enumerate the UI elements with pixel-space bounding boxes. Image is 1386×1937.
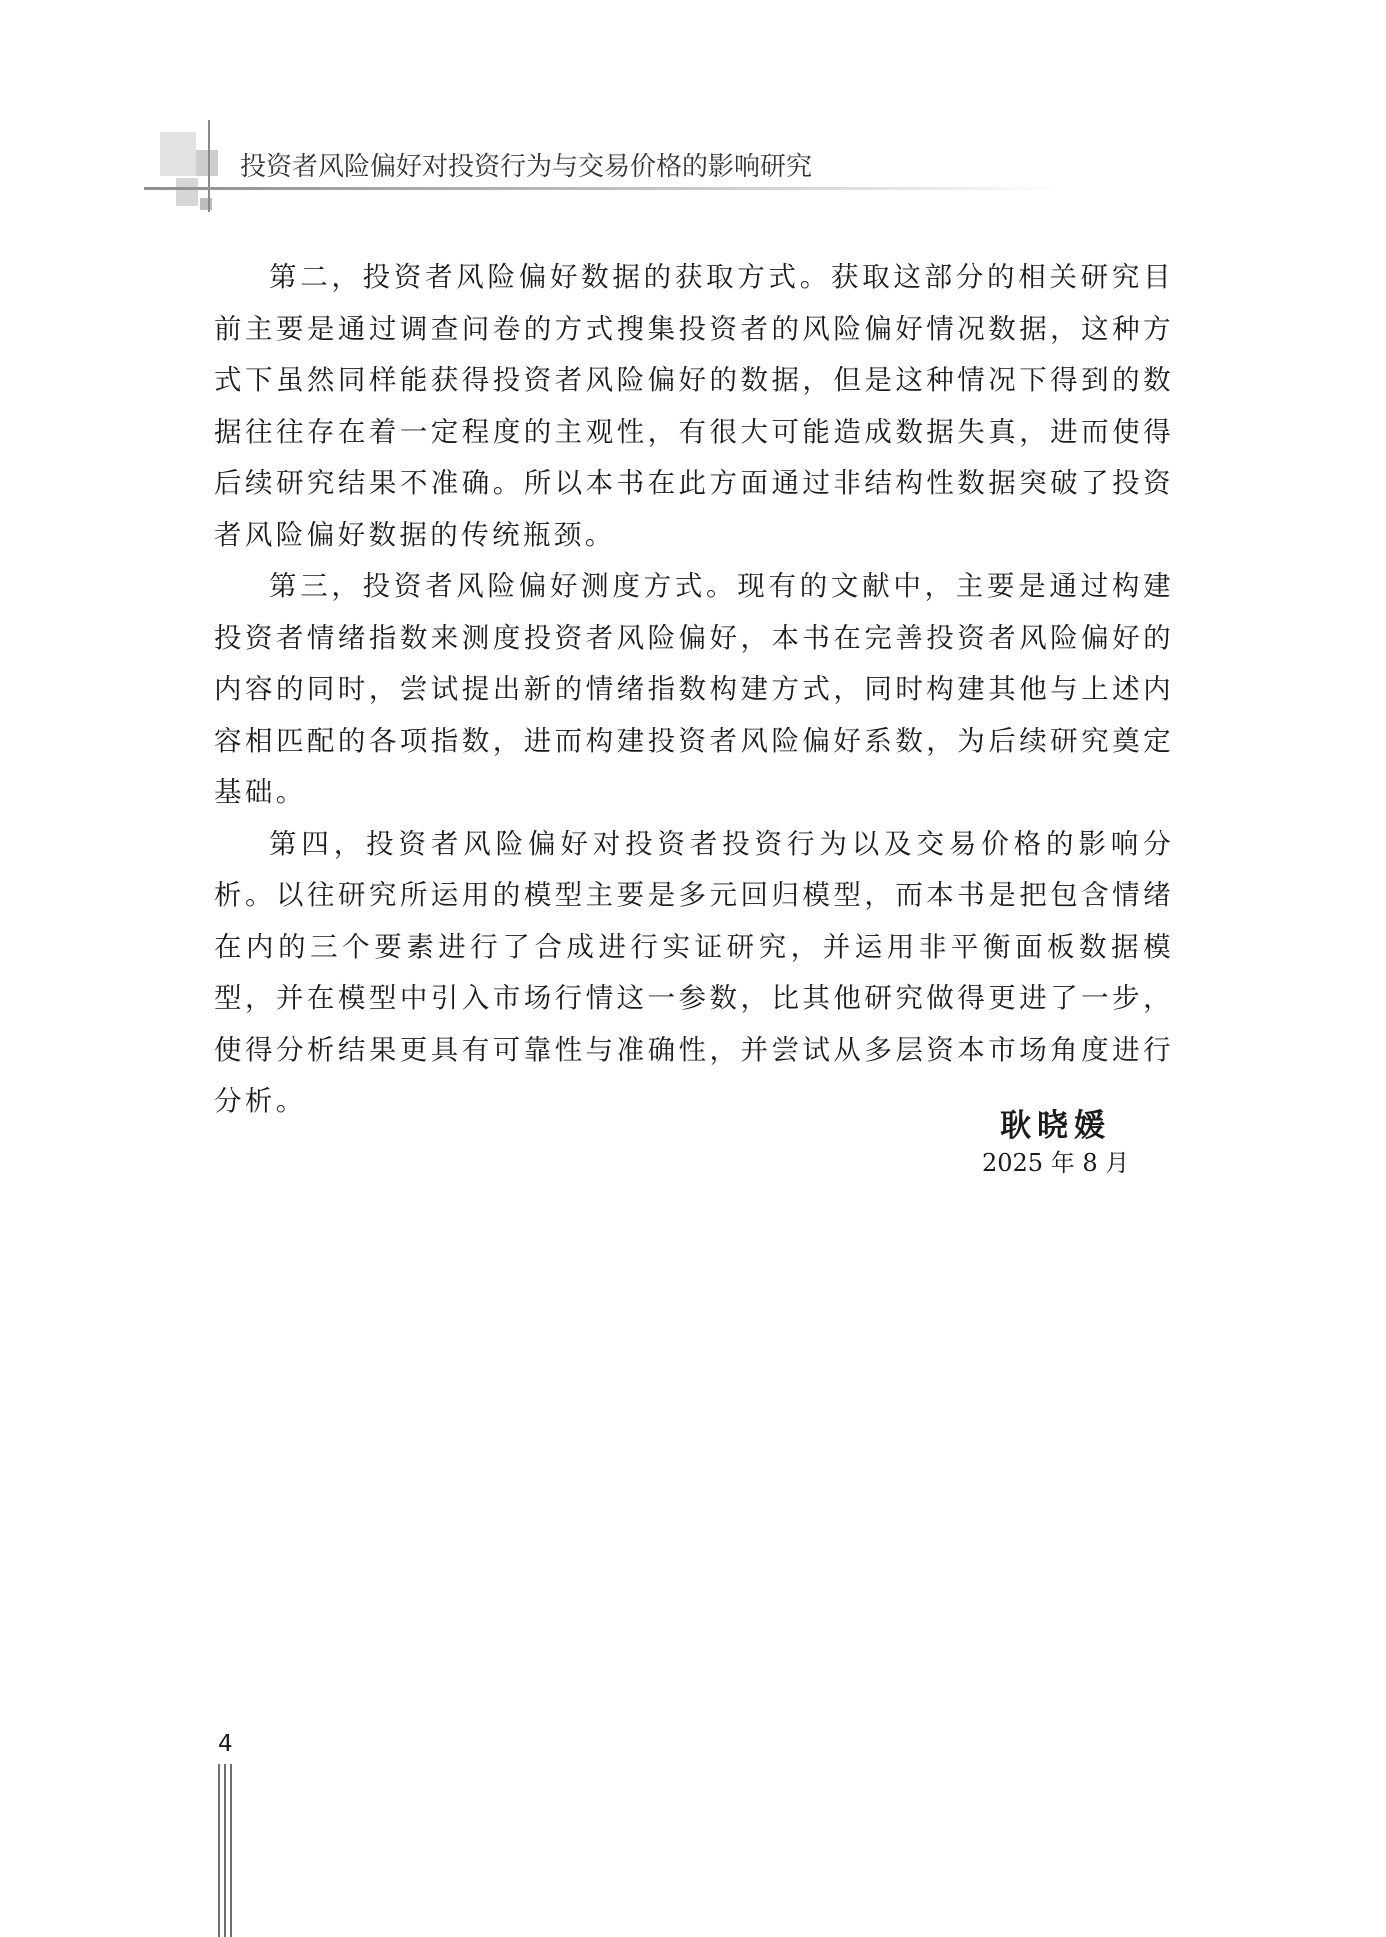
author-signature: 耿晓媛	[1000, 1108, 1111, 1144]
header-deco-square	[176, 178, 198, 206]
running-header-title: 投资者风险偏好对投资行为与交易价格的影响研究	[240, 152, 813, 182]
signature-date: 2025 年 8 月	[982, 1149, 1130, 1177]
footer-vertical-rule	[230, 1764, 232, 1937]
header-deco-square	[160, 132, 196, 176]
paragraph-third: 第三，投资者风险偏好测度方式。现有的文献中，主要是通过构建投资者情绪指数来测度投资者风险偏好，本书在完善投资者风险偏好的内容的同时，尝试提出新的情绪指数构建方式，同时构建其他与上述内容相匹配的各项指数，进而构建投资者风险偏好系数，为后续研究奠定基础。	[214, 570, 1174, 808]
body-text	[214, 252, 1174, 1128]
paragraph-fourth: 第四，投资者风险偏好对投资者投资行为以及交易价格的影响分析。以往研究所运用的模型主要是多元回归模型，而本书是把包含情绪在内的三个要素进行了合成进行实证研究，并运用非平衡面板数据模型，并在模型中引入市场行情这一参数，比其他研究做得更进了一步，使得分析结果更具有可靠性与准确性，并尝试从多层资本市场角度进行分析。	[214, 827, 1174, 1117]
header-horizontal-rule	[144, 187, 1064, 190]
paragraph-second: 第二，投资者风险偏好数据的获取方式。获取这部分的相关研究目前主要是通过调查问卷的方式搜集投资者的风险偏好情况数据，这种方式下虽然同样能获得投资者风险偏好的数据，但是这种情况下得到的数据往往存在着一定程度的主观性，有很大可能造成数据失真，进而使得后续研究结果不准确。所以本书在此方面通过非结构性数据突破了投资者风险偏好数据的传统瓶颈。	[214, 261, 1174, 551]
header-deco-square	[196, 150, 218, 176]
footer-vertical-rule	[224, 1764, 226, 1937]
footer-vertical-rule	[218, 1764, 220, 1937]
header-vertical-rule	[208, 120, 210, 212]
page-number: 4	[218, 1731, 233, 1757]
header-deco-square	[200, 198, 212, 210]
running-header-decoration	[0, 0, 1386, 230]
